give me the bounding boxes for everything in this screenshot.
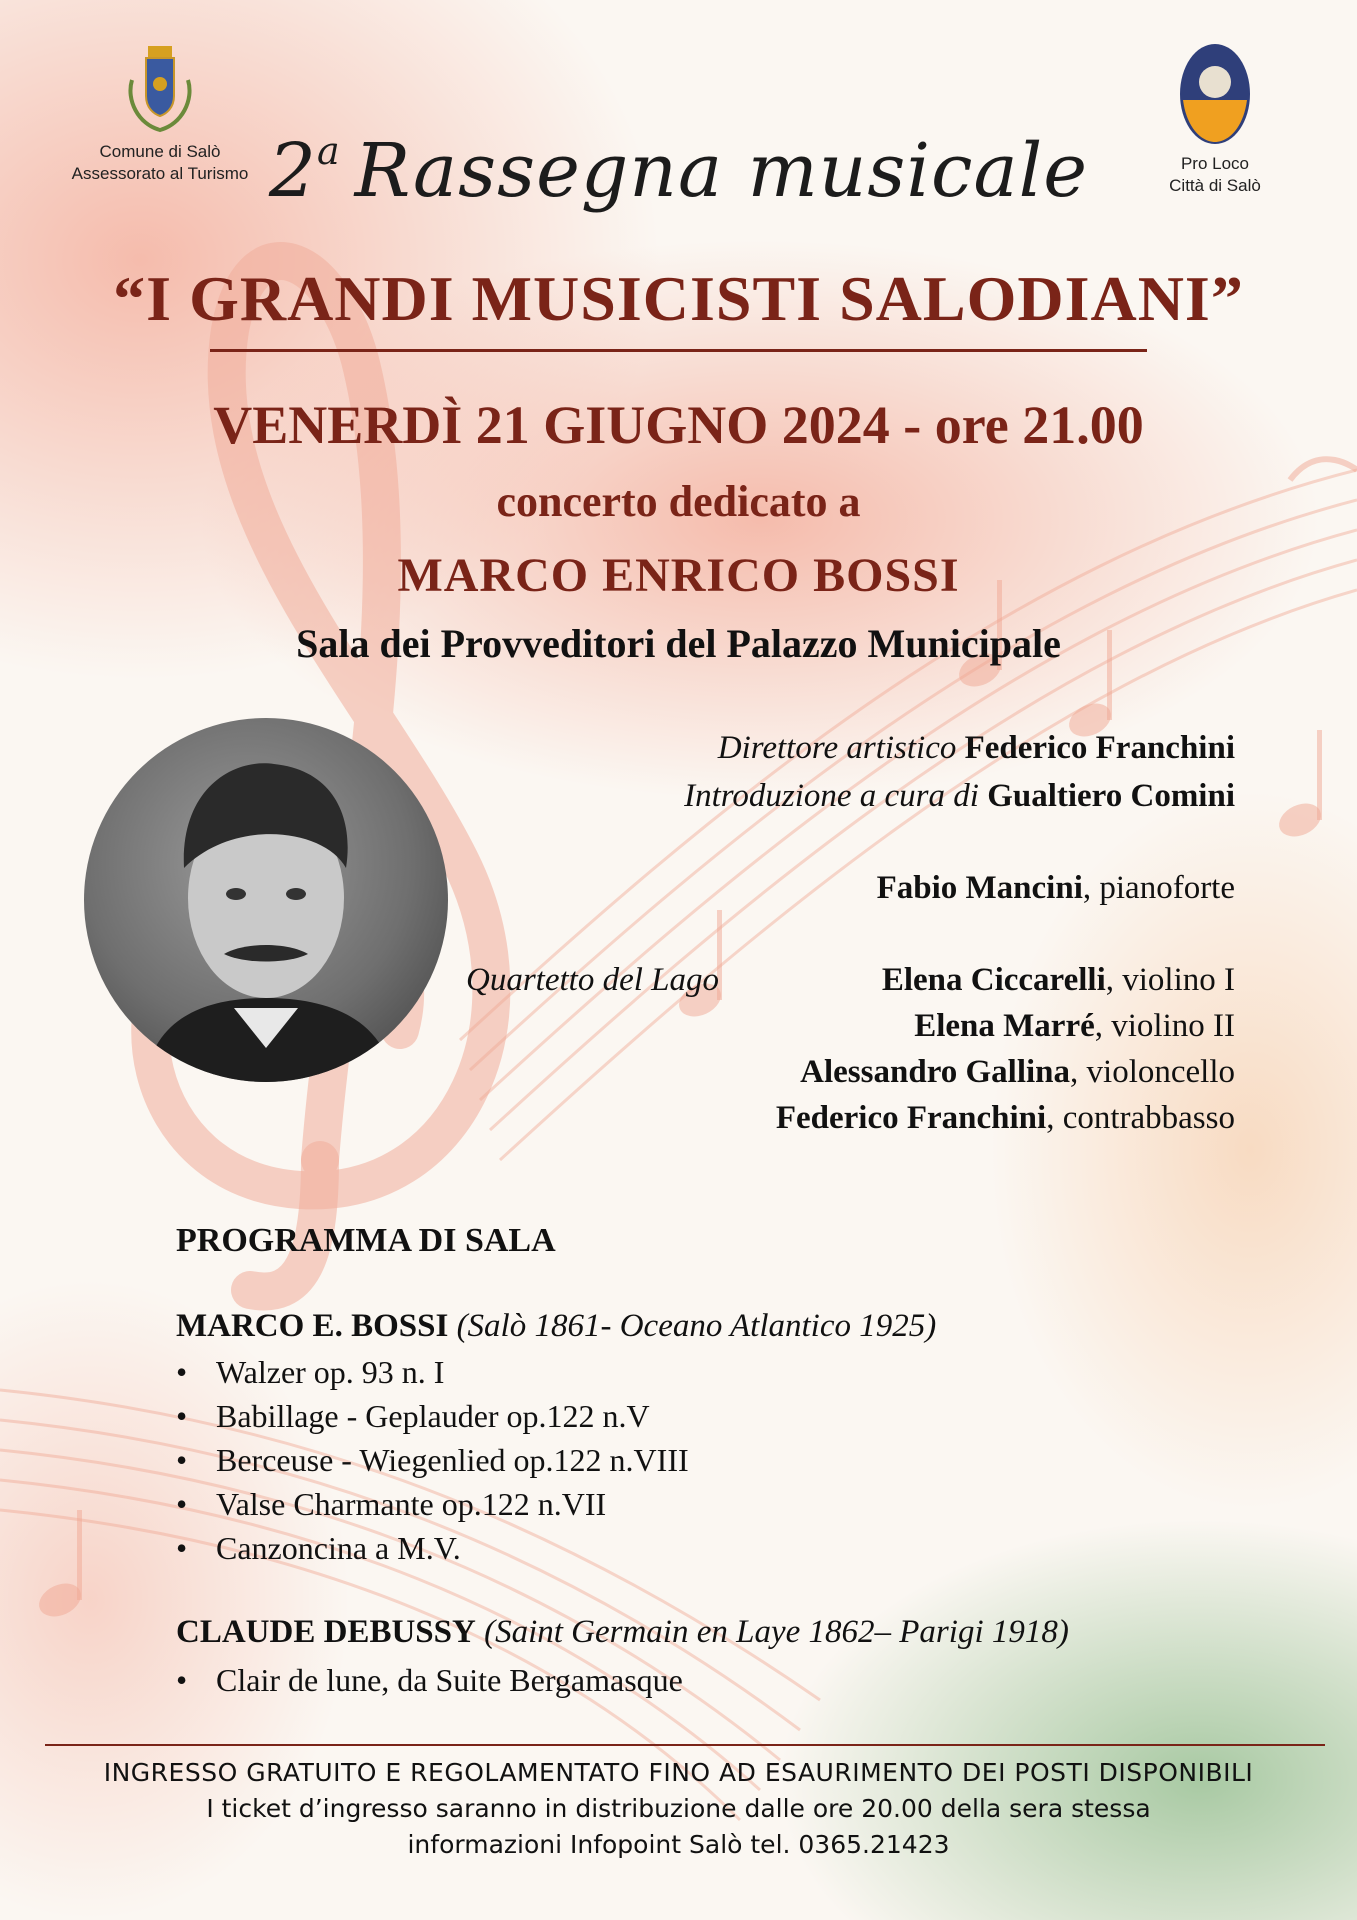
composer-heading <box>176 1614 1069 1651</box>
series-ordinal-suffix: a <box>316 129 341 173</box>
quartet-member-name: Elena Marré <box>914 1008 1095 1044</box>
introduction-name: Gualtiero Comini <box>987 778 1235 814</box>
artistic-director-name: Federico Franchini <box>964 730 1235 766</box>
quartet-member-instrument: , violino II <box>1094 1008 1235 1044</box>
quartet-member-instrument: , violoncello <box>1070 1054 1235 1090</box>
composer-heading <box>176 1308 936 1345</box>
work-title: Walzer op. 93 n. I <box>216 1354 445 1390</box>
bullet-icon: • <box>176 1486 188 1522</box>
list-item <box>176 1438 689 1482</box>
bullet-icon: • <box>176 1662 188 1698</box>
works-list <box>176 1350 689 1570</box>
composer-name: CLAUDE DEBUSSY <box>176 1614 476 1650</box>
composer-portrait <box>84 718 448 1082</box>
dedication-line: concerto dedicato a <box>496 477 861 526</box>
series-ordinal: 2 <box>268 128 317 214</box>
introduction-role: Introduzione a cura di <box>684 778 979 814</box>
bullet-icon: • <box>176 1398 188 1434</box>
list-item <box>176 1482 689 1526</box>
composer-dates: (Salò 1861- Oceano Atlantico 1925) <box>456 1308 937 1344</box>
quartet-member <box>800 1054 1235 1091</box>
series-title <box>0 128 1357 214</box>
comune-logo-line-1: Comune di Salò <box>99 142 221 161</box>
work-title: Canzoncina a M.V. <box>216 1530 461 1566</box>
pianist-instrument: , pianoforte <box>1082 870 1235 906</box>
composer-name: MARCO E. BOSSI <box>176 1308 449 1344</box>
bullet-icon: • <box>176 1530 188 1566</box>
pro-loco-line-1: Pro Loco <box>1180 154 1250 173</box>
artistic-director-line <box>718 730 1235 767</box>
list-item <box>176 1350 689 1394</box>
pianist-name: Fabio Mancini <box>876 870 1083 906</box>
list-item <box>176 1394 689 1438</box>
list-item <box>176 1526 689 1570</box>
quartet-member <box>776 1100 1235 1137</box>
event-date: VENERDÌ 21 GIUGNO 2024 - ore 21.00 <box>213 395 1144 455</box>
quartet-member-instrument: , violino I <box>1105 962 1235 998</box>
honoree-name: MARCO ENRICO BOSSI <box>397 549 960 602</box>
venue: Sala dei Provveditori del Palazzo Municipale <box>296 621 1061 666</box>
composer-dates: (Saint Germain en Laye 1862– Parigi 1918) <box>484 1614 1069 1650</box>
footer-divider <box>45 1744 1325 1746</box>
main-title: “I GRANDI MUSICISTI SALODIANI” <box>113 263 1244 334</box>
work-title: Babillage - Geplauder op.122 n.V <box>216 1398 650 1434</box>
quartet-member-name: Alessandro Gallina <box>800 1054 1071 1090</box>
footer-admission: INGRESSO GRATUITO E REGOLAMENTATO FINO AD ESAURIMENTO DEI POSTI DISPONIBILI <box>103 1758 1254 1787</box>
quartet-member-instrument: , contrabbasso <box>1046 1100 1235 1136</box>
bullet-icon: • <box>176 1442 188 1478</box>
artistic-director-role: Direttore artistico <box>717 730 957 766</box>
work-title: Valse Charmante op.122 n.VII <box>216 1486 607 1522</box>
title-divider <box>210 349 1147 352</box>
quartet-label: Quartetto del Lago <box>466 962 719 998</box>
work-title: Berceuse - Wiegenlied op.122 n.VIII <box>216 1442 689 1478</box>
series-name: Rassegna musicale <box>354 128 1089 214</box>
quartet-member-name: Federico Franchini <box>775 1100 1047 1136</box>
pianist-line <box>877 870 1235 907</box>
footer-tickets: I ticket d’ingresso saranno in distribuzione dalle ore 20.00 della sera stessa <box>206 1794 1151 1823</box>
quartet-member-name: Elena Ciccarelli <box>881 962 1106 998</box>
pro-loco-line-2: Città di Salò <box>1169 176 1261 195</box>
program-heading: PROGRAMMA DI SALA <box>176 1222 556 1259</box>
introduction-line <box>684 778 1235 815</box>
list-item <box>176 1658 683 1702</box>
comune-logo-line-2: Assessorato al Turismo <box>71 164 249 183</box>
quartet-member <box>882 962 1235 999</box>
work-title: Clair de lune, da Suite Bergamasque <box>216 1662 683 1698</box>
coat-of-arms-icon <box>122 40 198 136</box>
footer-info: informazioni Infopoint Salò tel. 0365.21423 <box>407 1830 950 1859</box>
bullet-icon: • <box>176 1354 188 1390</box>
works-list <box>176 1658 683 1702</box>
quartet-member <box>914 1008 1235 1045</box>
